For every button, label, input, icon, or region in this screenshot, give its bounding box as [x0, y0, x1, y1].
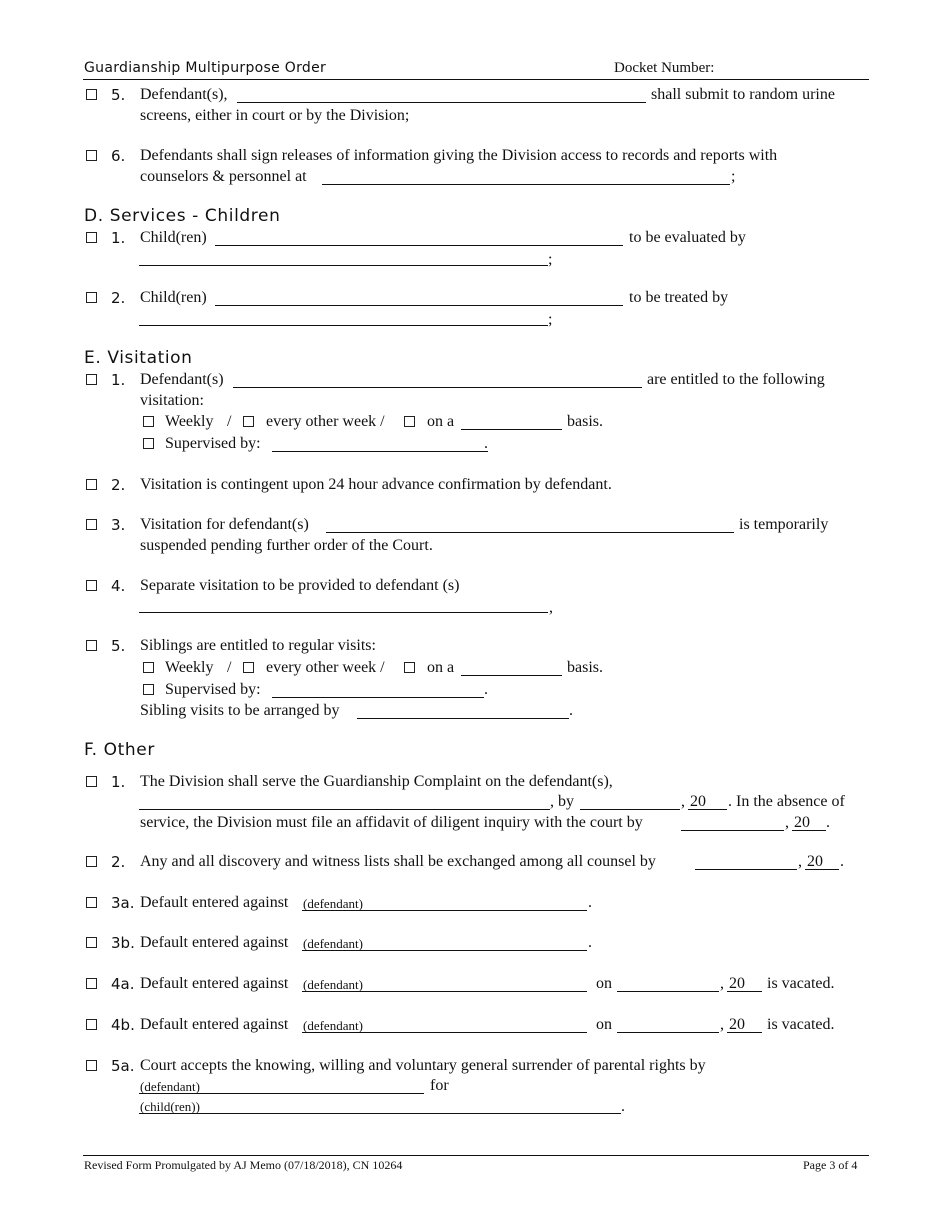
item-number: 3b.	[111, 934, 135, 952]
option-label: Supervised by:	[165, 435, 261, 452]
e1-basis-field[interactable]	[461, 429, 562, 430]
item-number: 3.	[111, 516, 126, 534]
item-text: Child(ren)	[140, 229, 207, 246]
item-text: . In the absence of	[728, 793, 845, 810]
checkbox-e1-weekly[interactable]	[143, 416, 154, 427]
checkbox-e5[interactable]	[86, 640, 97, 651]
defendant-placeholder: (defendant)	[140, 1079, 200, 1094]
checkbox-c5[interactable]	[86, 89, 97, 100]
footer-revision: Revised Form Promulgated by AJ Memo (07/18/2018), CN 10264	[84, 1158, 403, 1172]
f3b-defendant-field[interactable]	[302, 950, 587, 951]
checkbox-e1-every-other-week[interactable]	[243, 416, 254, 427]
item-text: ,	[798, 853, 802, 870]
c6-counselors-field[interactable]	[322, 184, 730, 185]
d2-treatment-field[interactable]	[139, 325, 548, 326]
checkbox-f2[interactable]	[86, 856, 97, 867]
item-text: on	[596, 1016, 612, 1033]
item-text: is vacated.	[767, 1016, 835, 1033]
checkbox-d1[interactable]	[86, 232, 97, 243]
docket-number-label: Docket Number:	[614, 60, 715, 76]
defendant-placeholder: (defendant)	[303, 896, 363, 911]
separator: /	[227, 659, 232, 676]
page-number: Page 3 of 4	[803, 1158, 858, 1172]
item-text: for	[430, 1077, 449, 1094]
section-heading-d: D. Services - Children	[84, 206, 281, 226]
e5-basis-field[interactable]	[461, 675, 562, 676]
item-number: 2.	[111, 853, 126, 871]
option-label: basis.	[567, 659, 603, 676]
item-number: 1.	[111, 773, 126, 791]
checkbox-e1[interactable]	[86, 374, 97, 385]
checkbox-f3b[interactable]	[86, 937, 97, 948]
e3-defendants-field[interactable]	[326, 532, 734, 533]
item-text: , by	[550, 793, 574, 810]
e1-supervised-by-field[interactable]	[272, 451, 488, 452]
item-text: .	[484, 681, 488, 698]
f4a-defendant-field[interactable]	[302, 991, 587, 992]
item-text: ;	[548, 311, 553, 328]
e5-sibling-arranged-by-field[interactable]	[357, 718, 569, 719]
item-text: Separate visitation to be provided to defendant (s)	[140, 577, 460, 594]
f4a-date-field[interactable]	[617, 991, 719, 992]
f5a-defendant-field[interactable]	[139, 1093, 424, 1094]
year-prefix: 20	[729, 1016, 745, 1033]
item-text: visitation:	[140, 392, 204, 409]
footer-rule	[83, 1155, 869, 1156]
item-text: Defendant(s),	[140, 86, 228, 103]
option-label: every other week /	[266, 659, 385, 676]
checkbox-e1-on-a-basis[interactable]	[404, 416, 415, 427]
checkbox-f4a[interactable]	[86, 978, 97, 989]
item-number: 4b.	[111, 1016, 135, 1034]
item-text: Defendants shall sign releases of information giving the Division access to records and reports with	[140, 147, 778, 164]
item-number: 5.	[111, 86, 126, 104]
year-prefix: 20	[690, 793, 706, 810]
checkbox-e3[interactable]	[86, 519, 97, 530]
item-number: 2.	[111, 289, 126, 307]
item-number: 3a.	[111, 894, 135, 912]
item-text: ,	[720, 1016, 724, 1033]
item-text: ,	[785, 814, 789, 831]
item-text: are entitled to the following	[647, 371, 825, 388]
item-text: to be treated by	[629, 289, 729, 306]
d1-evaluator-field[interactable]	[139, 265, 548, 266]
item-text: shall submit to random urine	[651, 86, 835, 103]
section-heading-f: F. Other	[84, 740, 155, 760]
f5a-children-field[interactable]	[139, 1113, 621, 1114]
item-text: .	[826, 814, 830, 831]
item-text: Child(ren)	[140, 289, 207, 306]
item-number: 4a.	[111, 975, 135, 993]
e4-defendants-field[interactable]	[139, 612, 548, 613]
item-text: Default entered against	[140, 894, 289, 911]
separator: /	[227, 413, 232, 430]
e5-supervised-by-field[interactable]	[272, 697, 484, 698]
item-text: counselors & personnel at	[140, 168, 307, 185]
checkbox-c6[interactable]	[86, 150, 97, 161]
checkbox-e5-weekly[interactable]	[143, 662, 154, 673]
item-number: 5a.	[111, 1057, 135, 1075]
d1-children-field[interactable]	[215, 245, 623, 246]
f1-defendants-field[interactable]	[139, 809, 550, 810]
checkbox-e4[interactable]	[86, 580, 97, 591]
f1-date-field[interactable]	[580, 809, 680, 810]
defendant-placeholder: (defendant)	[303, 1018, 363, 1033]
f3a-defendant-field[interactable]	[302, 910, 587, 911]
item-text: Court accepts the knowing, willing and voluntary general surrender of parental rights by	[140, 1057, 706, 1074]
d2-children-field[interactable]	[215, 305, 623, 306]
f4b-year-field[interactable]	[727, 1032, 762, 1033]
f2-date-field[interactable]	[695, 869, 797, 870]
section-heading-e: E. Visitation	[84, 348, 193, 368]
checkbox-f5a[interactable]	[86, 1060, 97, 1071]
item-text: Visitation for defendant(s)	[140, 516, 309, 533]
item-number: 2.	[111, 476, 126, 494]
item-text: ;	[548, 251, 553, 268]
item-text: to be evaluated by	[629, 229, 746, 246]
option-label: Supervised by:	[165, 681, 261, 698]
year-prefix: 20	[729, 975, 745, 992]
form-title: Guardianship Multipurpose Order	[84, 60, 327, 76]
f2-year-field[interactable]	[805, 869, 839, 870]
option-label: basis.	[567, 413, 603, 430]
checkbox-e2[interactable]	[86, 479, 97, 490]
item-number: 5.	[111, 637, 126, 655]
item-text: service, the Division must file an affidavit of diligent inquiry with the court by	[140, 814, 643, 831]
item-text: The Division shall serve the Guardianship Complaint on the defendant(s),	[140, 773, 613, 790]
option-label: on a	[427, 413, 455, 430]
defendant-placeholder: (defendant)	[303, 977, 363, 992]
item-text: ,	[681, 793, 685, 810]
item-text: is temporarily	[739, 516, 829, 533]
checkbox-e5-every-other-week[interactable]	[243, 662, 254, 673]
item-text: ,	[720, 975, 724, 992]
item-text: .	[484, 435, 488, 452]
checkbox-e5-supervised[interactable]	[143, 684, 154, 695]
year-prefix: 20	[807, 853, 823, 870]
item-text: Default entered against	[140, 934, 289, 951]
item-number: 1.	[111, 371, 126, 389]
checkbox-e5-on-a-basis[interactable]	[404, 662, 415, 673]
item-text: .	[588, 934, 592, 951]
item-text: on	[596, 975, 612, 992]
option-label: every other week /	[266, 413, 385, 430]
checkbox-d2[interactable]	[86, 292, 97, 303]
header-rule	[83, 79, 869, 80]
item-text: ,	[549, 599, 553, 616]
option-label: Weekly	[165, 413, 214, 430]
e1-defendants-field[interactable]	[233, 387, 642, 388]
checkbox-f1[interactable]	[86, 776, 97, 787]
item-text: is vacated.	[767, 975, 835, 992]
item-text: Visitation is contingent upon 24 hour advance confirmation by defendant.	[140, 476, 612, 493]
item-text: Default entered against	[140, 1016, 289, 1033]
f4a-year-field[interactable]	[727, 991, 762, 992]
defendant-placeholder: (defendant)	[303, 936, 363, 951]
item-text: Default entered against	[140, 975, 289, 992]
c5-defendants-field[interactable]	[237, 102, 646, 103]
item-text: ;	[731, 168, 736, 185]
option-label: on a	[427, 659, 455, 676]
year-prefix: 20	[794, 814, 810, 831]
f1-year-field[interactable]	[688, 809, 727, 810]
item-text: .	[569, 702, 573, 719]
item-text: Any and all discovery and witness lists shall be exchanged among all counsel by	[140, 853, 656, 870]
item-number: 1.	[111, 229, 126, 247]
item-text: Siblings are entitled to regular visits:	[140, 637, 376, 654]
item-text: .	[621, 1098, 625, 1115]
item-text: Sibling visits to be arranged by	[140, 702, 340, 719]
item-text: suspended pending further order of the Court.	[140, 537, 433, 554]
f4b-date-field[interactable]	[617, 1032, 719, 1033]
item-number: 6.	[111, 147, 126, 165]
checkbox-e1-supervised[interactable]	[143, 438, 154, 449]
f4b-defendant-field[interactable]	[302, 1032, 587, 1033]
item-text: .	[588, 894, 592, 911]
option-label: Weekly	[165, 659, 214, 676]
item-number: 4.	[111, 577, 126, 595]
item-text: screens, either in court or by the Division;	[140, 107, 410, 124]
checkbox-f4b[interactable]	[86, 1019, 97, 1030]
item-text: Defendant(s)	[140, 371, 224, 388]
f1-affidavit-date-field[interactable]	[681, 830, 784, 831]
children-placeholder: (child(ren))	[140, 1099, 200, 1114]
item-text: .	[840, 853, 844, 870]
f1-affidavit-year-field[interactable]	[792, 830, 826, 831]
checkbox-f3a[interactable]	[86, 897, 97, 908]
